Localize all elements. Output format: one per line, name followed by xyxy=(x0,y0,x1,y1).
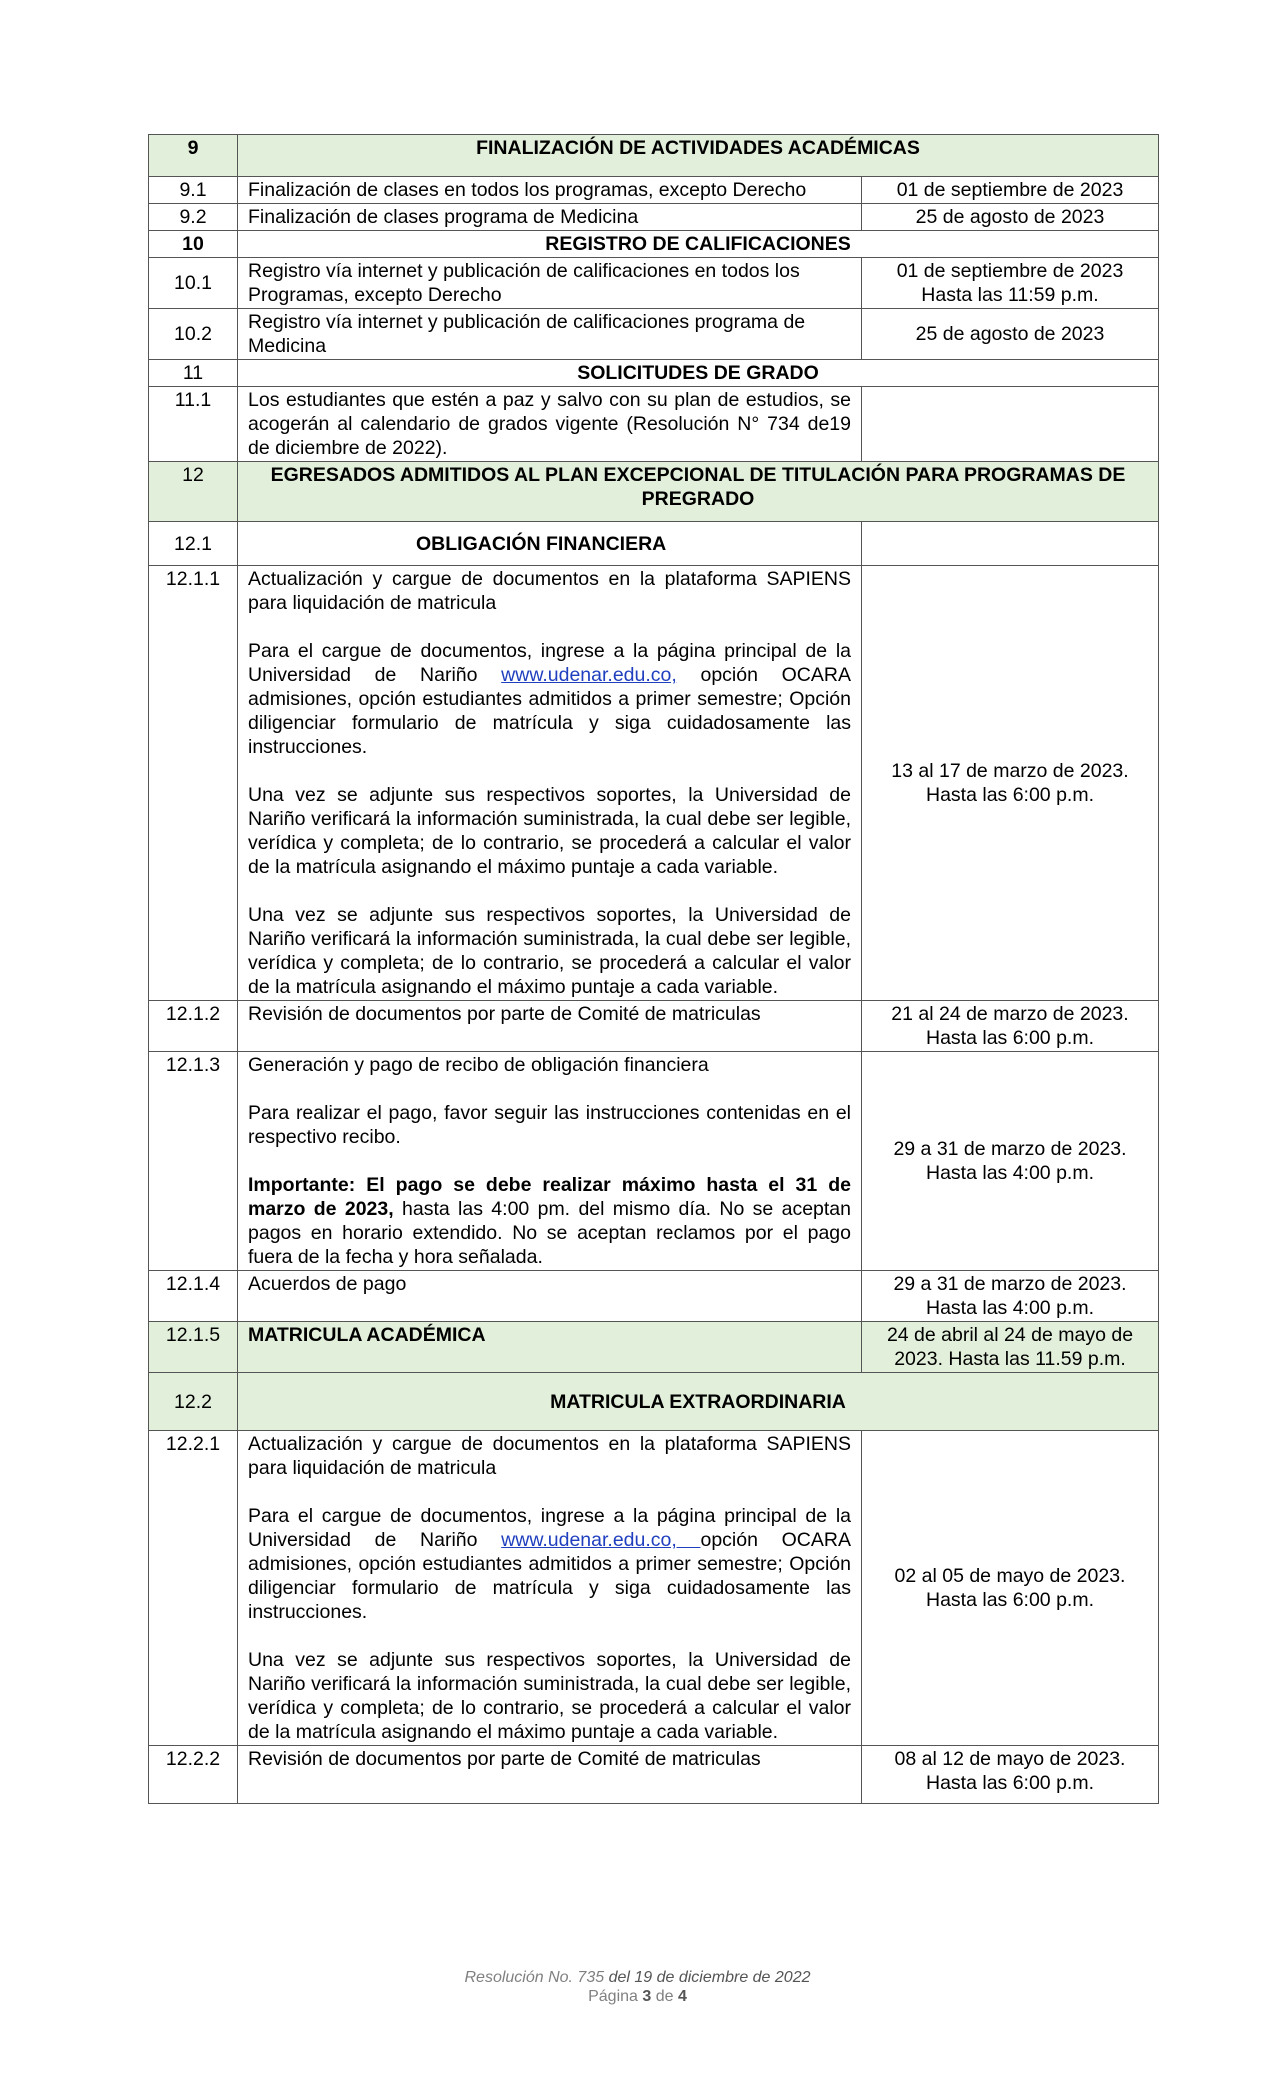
table-row xyxy=(149,258,1159,309)
instructions-text: Para el cargue de documentos, ingrese a la página principal de la Universidad de Nariño xyxy=(248,640,851,686)
step-title: Actualización y cargue de documentos en la plataforma SAPIENS para liquidación de matricula xyxy=(248,1433,851,1479)
verification-paragraph: Una vez se adjunte sus respectivos soportes, la Universidad de Nariño verificará la información suministrada, la cual debe ser legible, verídica y completa; de lo contrario, se procederá a calcular el valor de la matrícula asignando el máximo puntaje a cada variable. xyxy=(248,784,851,878)
table-row xyxy=(149,1746,1159,1804)
udenar-link[interactable]: www.udenar.edu.co, xyxy=(501,1529,701,1551)
row-number: 12.2.1 xyxy=(149,1431,238,1746)
important-note-bold: Importante: El pago se debe realizar máximo hasta el 31 de marzo de 2023, xyxy=(248,1174,851,1220)
section-row-11 xyxy=(149,360,1159,387)
row-description: Revisión de documentos por parte de Comité de matriculas xyxy=(238,1001,862,1052)
table-row xyxy=(149,1431,1159,1746)
row-number: 12.1.2 xyxy=(149,1001,238,1052)
row-description xyxy=(238,1052,862,1271)
step-title: Actualización y cargue de documentos en la plataforma SAPIENS para liquidación de matricula xyxy=(248,568,851,614)
date-line: 24 de abril al 24 de mayo de xyxy=(886,1324,1134,1346)
table-row xyxy=(149,177,1159,204)
row-date xyxy=(862,1001,1159,1052)
table-row-highlight xyxy=(149,1322,1159,1373)
row-number: 9 xyxy=(149,135,238,177)
row-number: 12.1 xyxy=(149,522,238,566)
section-title: EGRESADOS ADMITIDOS AL PLAN EXCEPCIONAL DE TITULACIÓN PARA PROGRAMAS DE PREGRADO xyxy=(238,462,1159,522)
calendar-document xyxy=(148,134,1158,1804)
page-label: Página xyxy=(588,1988,643,2005)
row-description: Acuerdos de pago xyxy=(238,1271,862,1322)
current-page: 3 xyxy=(642,1988,652,2005)
row-number: 12.1.4 xyxy=(149,1271,238,1322)
time-line: 2023. Hasta las 11.59 p.m. xyxy=(894,1348,1126,1370)
table-row xyxy=(149,566,1159,1001)
row-description: Revisión de documentos por parte de Comité de matriculas xyxy=(238,1746,862,1804)
date-line: 13 al 17 de marzo de 2023. xyxy=(891,760,1129,782)
row-number: 11 xyxy=(149,360,238,387)
resolution-number: Resolución No. 735 xyxy=(464,1969,605,1986)
date-line: 01 de septiembre de 2023 xyxy=(896,260,1124,282)
row-description: Finalización de clases en todos los programas, excepto Derecho xyxy=(238,177,862,204)
time-line: Hasta las 6:00 p.m. xyxy=(926,1589,1094,1611)
row-number: 12.1.5 xyxy=(149,1322,238,1373)
row-date: 01 de septiembre de 2023 xyxy=(862,177,1159,204)
page-footer xyxy=(0,1968,1275,2006)
page-of: de xyxy=(651,1988,678,2005)
row-date xyxy=(862,1322,1159,1373)
important-note xyxy=(248,1173,851,1269)
time-line: Hasta las 6:00 p.m. xyxy=(926,784,1094,806)
row-date-empty xyxy=(862,522,1159,566)
row-number: 11.1 xyxy=(149,387,238,462)
udenar-link[interactable]: www.udenar.edu.co, xyxy=(501,664,677,686)
section-row-10 xyxy=(149,231,1159,258)
time-line: Hasta las 6:00 p.m. xyxy=(926,1772,1094,1794)
row-date xyxy=(862,1052,1159,1271)
row-date xyxy=(862,1271,1159,1322)
row-date xyxy=(862,1746,1159,1804)
row-description xyxy=(238,566,862,1001)
payment-instructions: Para realizar el pago, favor seguir las instrucciones contenidas en el respectivo recibo. xyxy=(248,1102,851,1148)
section-title: MATRICULA EXTRAORDINARIA xyxy=(238,1373,1159,1431)
table-row xyxy=(149,387,1159,462)
row-date-empty xyxy=(862,387,1159,462)
resolution-reference xyxy=(0,1968,1275,1987)
time-line: Hasta las 6:00 p.m. xyxy=(926,1027,1094,1049)
row-date: 25 de agosto de 2023 xyxy=(862,309,1159,360)
instructions-text: opción OCARA admisiones, opción estudiantes admitidos a primer semestre; Opción diligenciar formulario de matrícula y siga cuidadosamente las instrucciones. xyxy=(248,664,851,758)
row-description: Registro vía internet y publicación de calificaciones en todos los Programas, excepto Derecho xyxy=(238,258,862,309)
date-line: 29 a 31 de marzo de 2023. xyxy=(893,1138,1127,1160)
row-number: 10.1 xyxy=(149,258,238,309)
table-row xyxy=(149,1052,1159,1271)
time-line: Hasta las 11:59 p.m. xyxy=(921,284,1099,306)
resolution-date: del 19 de diciembre de 2022 xyxy=(604,1969,811,1986)
row-description xyxy=(238,1431,862,1746)
date-line: 29 a 31 de marzo de 2023. xyxy=(893,1273,1127,1295)
row-number: 12.2 xyxy=(149,1373,238,1431)
instructions-text: opción OCARA admisiones, opción estudiantes admitidos a primer semestre; Opción diligenciar formulario de matrícula y siga cuidadosamente las instrucciones. xyxy=(248,1529,851,1623)
upload-instructions xyxy=(248,639,851,759)
step-title: Generación y pago de recibo de obligación financiera xyxy=(248,1054,709,1076)
table-row xyxy=(149,309,1159,360)
verification-paragraph: Una vez se adjunte sus respectivos soportes, la Universidad de Nariño verificará la información suministrada, la cual debe ser legible, verídica y completa; de lo contrario, se procederá a calcular el valor de la matrícula asignando el máximo puntaje a cada variable. xyxy=(248,1649,851,1743)
row-number: 10.2 xyxy=(149,309,238,360)
row-description: MATRICULA ACADÉMICA xyxy=(238,1322,862,1373)
total-pages: 4 xyxy=(677,1988,687,2005)
verification-paragraph: Una vez se adjunte sus respectivos soportes, la Universidad de Nariño verificará la información suministrada, la cual debe ser legible, verídica y completa; de lo contrario, se procederá a calcular el valor de la matrícula asignando el máximo puntaje a cada variable. xyxy=(248,904,851,998)
row-description: Registro vía internet y publicación de calificaciones programa de Medicina xyxy=(238,309,862,360)
subsection-title: OBLIGACIÓN FINANCIERA xyxy=(238,522,862,566)
subsection-row-12-2 xyxy=(149,1373,1159,1431)
row-number: 9.1 xyxy=(149,177,238,204)
row-description: Finalización de clases programa de Medicina xyxy=(238,204,862,231)
upload-instructions xyxy=(248,1504,851,1624)
row-number: 12.1.3 xyxy=(149,1052,238,1271)
row-number: 12.2.2 xyxy=(149,1746,238,1804)
row-description: Los estudiantes que estén a paz y salvo con su plan de estudios, se acogerán al calendario de grados vigente (Resolución N° 734 de19 de diciembre de 2022). xyxy=(238,387,862,462)
table-row xyxy=(149,1001,1159,1052)
section-title: FINALIZACIÓN DE ACTIVIDADES ACADÉMICAS xyxy=(238,135,1159,177)
row-date xyxy=(862,258,1159,309)
section-row-9 xyxy=(149,135,1159,177)
row-number: 10 xyxy=(149,231,238,258)
section-row-12 xyxy=(149,462,1159,522)
page-number xyxy=(0,1987,1275,2006)
academic-calendar-table xyxy=(148,134,1159,1804)
date-line: 02 al 05 de mayo de 2023. xyxy=(894,1565,1126,1587)
time-line: Hasta las 4:00 p.m. xyxy=(926,1297,1094,1319)
row-number: 12.1.1 xyxy=(149,566,238,1001)
date-line: 21 al 24 de marzo de 2023. xyxy=(891,1003,1129,1025)
row-date xyxy=(862,1431,1159,1746)
row-date: 25 de agosto de 2023 xyxy=(862,204,1159,231)
section-title: SOLICITUDES DE GRADO xyxy=(238,360,1159,387)
row-number: 12 xyxy=(149,462,238,522)
time-line: Hasta las 4:00 p.m. xyxy=(926,1162,1094,1184)
table-row xyxy=(149,204,1159,231)
instructions-text: Para el cargue de documentos, ingrese a la página principal de la Universidad de Nariño xyxy=(248,1505,851,1551)
subsection-row-12-1 xyxy=(149,522,1159,566)
important-note-text: hasta las 4:00 pm. del mismo día. No se aceptan pagos en horario extendido. No se aceptan reclamos por el pago fuera de la fecha y hora señalada. xyxy=(248,1198,851,1268)
row-number: 9.2 xyxy=(149,204,238,231)
table-row xyxy=(149,1271,1159,1322)
date-line: 08 al 12 de mayo de 2023. xyxy=(894,1748,1126,1770)
section-title: REGISTRO DE CALIFICACIONES xyxy=(238,231,1159,258)
row-date xyxy=(862,566,1159,1001)
